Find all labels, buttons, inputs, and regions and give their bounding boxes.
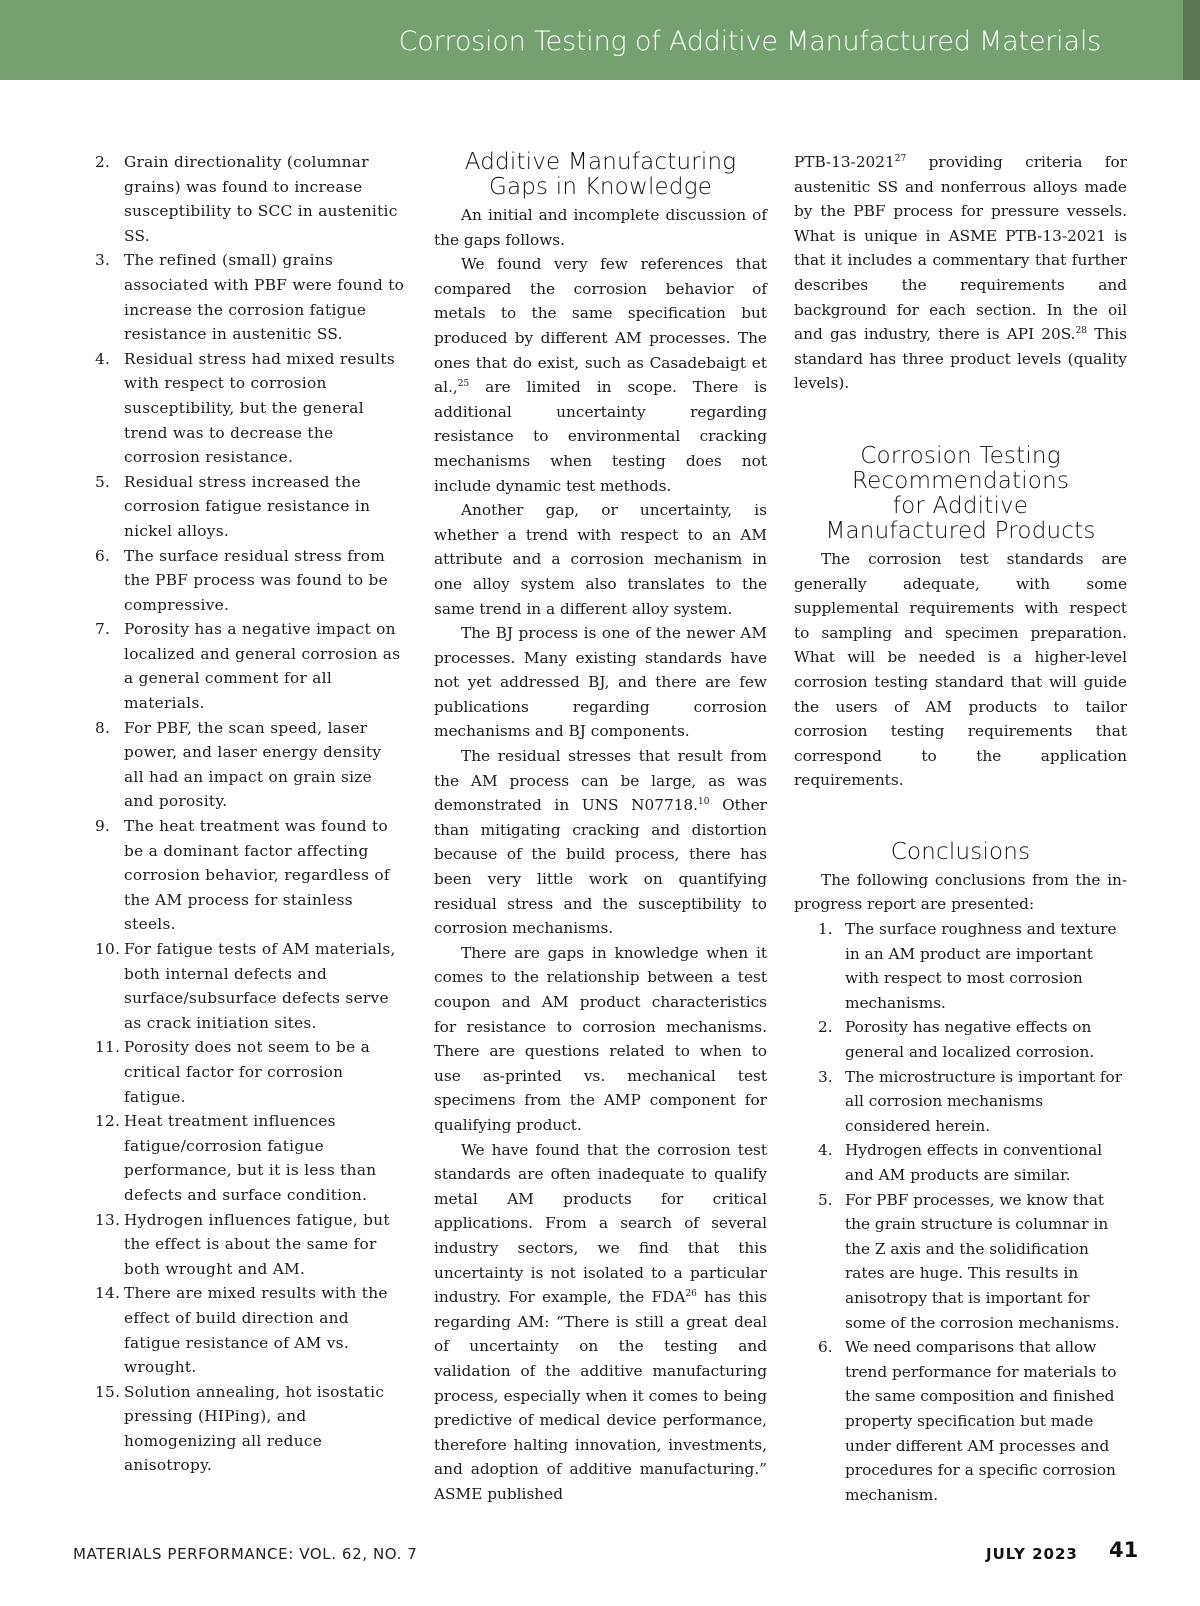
list-item-number: 13. — [95, 1210, 121, 1229]
paragraph — [794, 150, 1127, 396]
list-item-number: 12. — [95, 1112, 121, 1131]
list-item — [95, 617, 405, 715]
list-item-text: The heat treatment was found to be a dominant factor affecting corrosion behavior, regardless of the AM process for stainless steels. — [124, 817, 390, 934]
paragraph-text: PTB-13-2021 — [794, 153, 895, 171]
list-item-number: 5. — [818, 1190, 833, 1209]
list-item-text: Residual stress increased the corrosion fatigue resistance in nickel alloys. — [124, 472, 371, 540]
list-item-text: The refined (small) grains associated with PBF were found to increase the corrosion fatigue resistance in austenitic SS. — [124, 251, 405, 344]
footer-publication: MATERIALS PERFORMANCE: VOL. 62, NO. 7 — [73, 1545, 418, 1563]
list-item-text: Residual stress had mixed results with respect to corrosion susceptibility, but the general trend was to decrease the corrosion resistance. — [124, 349, 395, 467]
list-item-number: 6. — [95, 546, 111, 565]
list-item — [95, 1109, 405, 1207]
header-edge-tab — [1183, 0, 1200, 80]
list-item-text: For PBF processes, we know that the grain structure is columnar in the Z axis and the solidification rates are huge. This results in anisotropy that is important for some of the corrosion mechanisms. — [845, 1190, 1120, 1332]
list-item — [95, 150, 405, 248]
paragraph-text: We have found that the corrosion test standards are often inadequate to qualify metal AM products for critical applications. From a search of several industry sectors, we find that this uncertainty is not isolated to a particular industry. For example, the FDA — [434, 1140, 767, 1307]
reference-superscript: 26 — [685, 1289, 697, 1300]
column-3 — [794, 150, 1127, 1507]
paragraph: The BJ process is one of the newer AM processes. Many existing standards have not yet addressed BJ, and there are few publications regarding corrosion mechanisms and BJ components. — [434, 624, 767, 741]
paragraph-text: This standard has three product levels (quality levels). — [794, 325, 1127, 393]
list-item — [95, 1035, 405, 1109]
list-item-text: We need comparisons that allow trend performance for materials to the same composition and finished property specification but made under different AM processes and procedures for a specific corrosion mechanism. — [845, 1338, 1117, 1504]
paragraph-text: are limited in scope. There is additional uncertainty regarding resistance to environmental cracking mechanisms when testing does not include dynamic test methods. — [434, 378, 767, 495]
list-item — [95, 814, 405, 937]
paragraph-text: Other than mitigating cracking and distortion because of the build process, there has been very little work on quantifying residual stress and the susceptibility to corrosion mechanisms. — [434, 796, 767, 938]
heading-line: Additive Manufacturing — [464, 149, 737, 175]
reference-superscript: 10 — [698, 797, 710, 808]
list-item-text: For PBF, the scan speed, laser power, and laser energy density all had an impact on grain size and porosity. — [124, 718, 382, 811]
list-item-number: 1. — [818, 920, 833, 939]
list-item-text: Grain directionality (columnar grains) was found to increase susceptibility to SCC in austenitic SS. — [124, 153, 398, 245]
list-item-text: Porosity has negative effects on general and localized corrosion. — [845, 1018, 1095, 1062]
paragraph — [434, 252, 767, 498]
heading-line: Gaps in Knowledge — [488, 174, 713, 200]
heading-line: Corrosion Testing — [860, 442, 1061, 469]
list-item-number: 14. — [95, 1284, 121, 1303]
list-item-number: 15. — [95, 1382, 121, 1401]
paragraph-text: providing criteria for austenitic SS and nonferrous alloys made by the PBF process for pressure vessels. What is unique in ASME PTB-13-2021 is that it includes a commentary that further describes the requirements and background for each section. In the oil and gas industry, there is API 20S. — [794, 153, 1127, 344]
list-item-text: Hydrogen influences fatigue, but the effect is about the same for both wrought and AM. — [124, 1210, 390, 1278]
reference-superscript: 25 — [457, 379, 470, 390]
footer-date: JULY 2023 — [986, 1545, 1078, 1563]
list-item-text: Heat treatment influences fatigue/corrosion fatigue performance, but it is less than defects and surface condition. — [124, 1112, 377, 1204]
list-item-number: 4. — [818, 1141, 833, 1160]
heading-line: Manufactured Products — [825, 517, 1096, 544]
paragraph: An initial and incomplete discussion of the gaps follows. — [434, 206, 767, 249]
list-item-text: The surface residual stress from the PBF process was found to be compressive. — [124, 546, 388, 614]
reference-superscript: 28 — [1075, 326, 1088, 337]
list-item-number: 7. — [95, 620, 111, 639]
paragraph: The following conclusions from the in-progress report are presented: — [794, 870, 1127, 914]
list-item-number: 3. — [818, 1067, 833, 1086]
conclusions-list — [818, 917, 1127, 1507]
list-item-text: Porosity has a negative impact on localized and general corrosion as a general comment for all materials. — [124, 620, 401, 713]
list-item-text: The microstructure is important for all corrosion mechanisms considered herein. — [845, 1067, 1123, 1135]
list-item-number: 10. — [95, 940, 121, 958]
list-item — [95, 1281, 405, 1379]
paragraph: Another gap, or uncertainty, is whether a trend with respect to an AM attribute and a corrosion mechanism in one alloy system also translates to the same trend in a different alloy system. — [434, 501, 767, 618]
list-item-text: The surface roughness and texture in an AM product are important with respect to most corrosion mechanisms. — [845, 920, 1117, 1012]
list-item — [95, 937, 405, 1035]
heading-line: Recommendations — [851, 467, 1070, 494]
list-item-number: 9. — [95, 817, 111, 836]
list-item-number: 4. — [95, 349, 111, 368]
list-item-number: 6. — [818, 1338, 833, 1357]
findings-list — [95, 150, 405, 1478]
paragraph-text: We found very few references that compared the corrosion behavior of metals to the same specification but produced by different AM processes. The ones that do exist, such as Casadebaigt et al., — [434, 255, 767, 397]
list-item — [95, 716, 405, 814]
list-item-number: 2. — [818, 1018, 833, 1037]
list-item — [818, 1015, 1127, 1064]
section-heading-recommendations — [794, 444, 1127, 544]
list-item-text: There are mixed results with the effect of build direction and fatigue resistance of AM vs. wrought. — [124, 1284, 388, 1377]
section-heading-conclusions: Conclusions — [890, 838, 1031, 865]
heading-line: for Additive — [892, 492, 1029, 519]
list-item — [95, 347, 405, 470]
paragraph-text: The residual stresses that result from the AM process can be large, as was demonstrated in UNS N07718. — [434, 747, 767, 815]
list-item — [818, 1065, 1127, 1139]
list-item — [818, 1335, 1127, 1507]
list-item-number: 8. — [95, 718, 111, 737]
page-number: 41 — [1109, 1538, 1139, 1562]
list-item — [95, 1208, 405, 1282]
list-item-text: Hydrogen effects in conventional and AM products are similar. — [845, 1141, 1103, 1184]
reference-superscript: 27 — [894, 153, 907, 164]
paragraph-text: has this regarding AM: “There is still a great deal of uncertainty on the testing and validation of the additive manufacturing process, especially when it comes to being predictive of medical device performance, therefore halting innovation, investments, and adoption of additive manufacturing.” ASME published — [434, 1288, 767, 1503]
running-header-title: Corrosion Testing of Additive Manufactured Materials — [398, 26, 1101, 57]
list-item — [818, 1188, 1127, 1336]
column-1 — [95, 150, 405, 1478]
list-item — [818, 917, 1127, 1015]
list-item-text: Porosity does not seem to be a critical factor for corrosion fatigue. — [124, 1038, 371, 1106]
column-2 — [434, 150, 767, 1506]
list-item-number: 11. — [95, 1038, 121, 1057]
list-item-text: For fatigue tests of AM materials, both internal defects and surface/subsurface defects serve as crack initiation sites. — [124, 940, 396, 1032]
list-item — [95, 470, 405, 544]
list-item — [95, 544, 405, 618]
paragraph — [434, 1138, 767, 1507]
list-item-number: 2. — [95, 153, 111, 171]
list-item-number: 5. — [95, 472, 111, 491]
paragraph: The corrosion test standards are generally adequate, with some supplemental requirements with respect to sampling and specimen preparation. What will be needed is a higher-level corrosion testing standard that will guide the users of AM products to tailor corrosion testing requirements that correspond to the application requirements. — [794, 549, 1127, 790]
paragraph — [434, 744, 767, 941]
list-item-number: 3. — [95, 251, 111, 270]
list-item — [818, 1138, 1127, 1187]
paragraph: There are gaps in knowledge when it comes to the relationship between a test coupon and AM product characteristics for resistance to corrosion mechanisms. There are questions related to when to use as-printed vs. mechanical test specimens from the AMP component for qualifying product. — [434, 943, 767, 1134]
section-heading-gaps — [434, 150, 767, 200]
list-item — [95, 248, 405, 346]
list-item — [95, 1380, 405, 1478]
list-item-text: Solution annealing, hot isostatic pressing (HIPing), and homogenizing all reduce anisotropy. — [124, 1382, 385, 1475]
